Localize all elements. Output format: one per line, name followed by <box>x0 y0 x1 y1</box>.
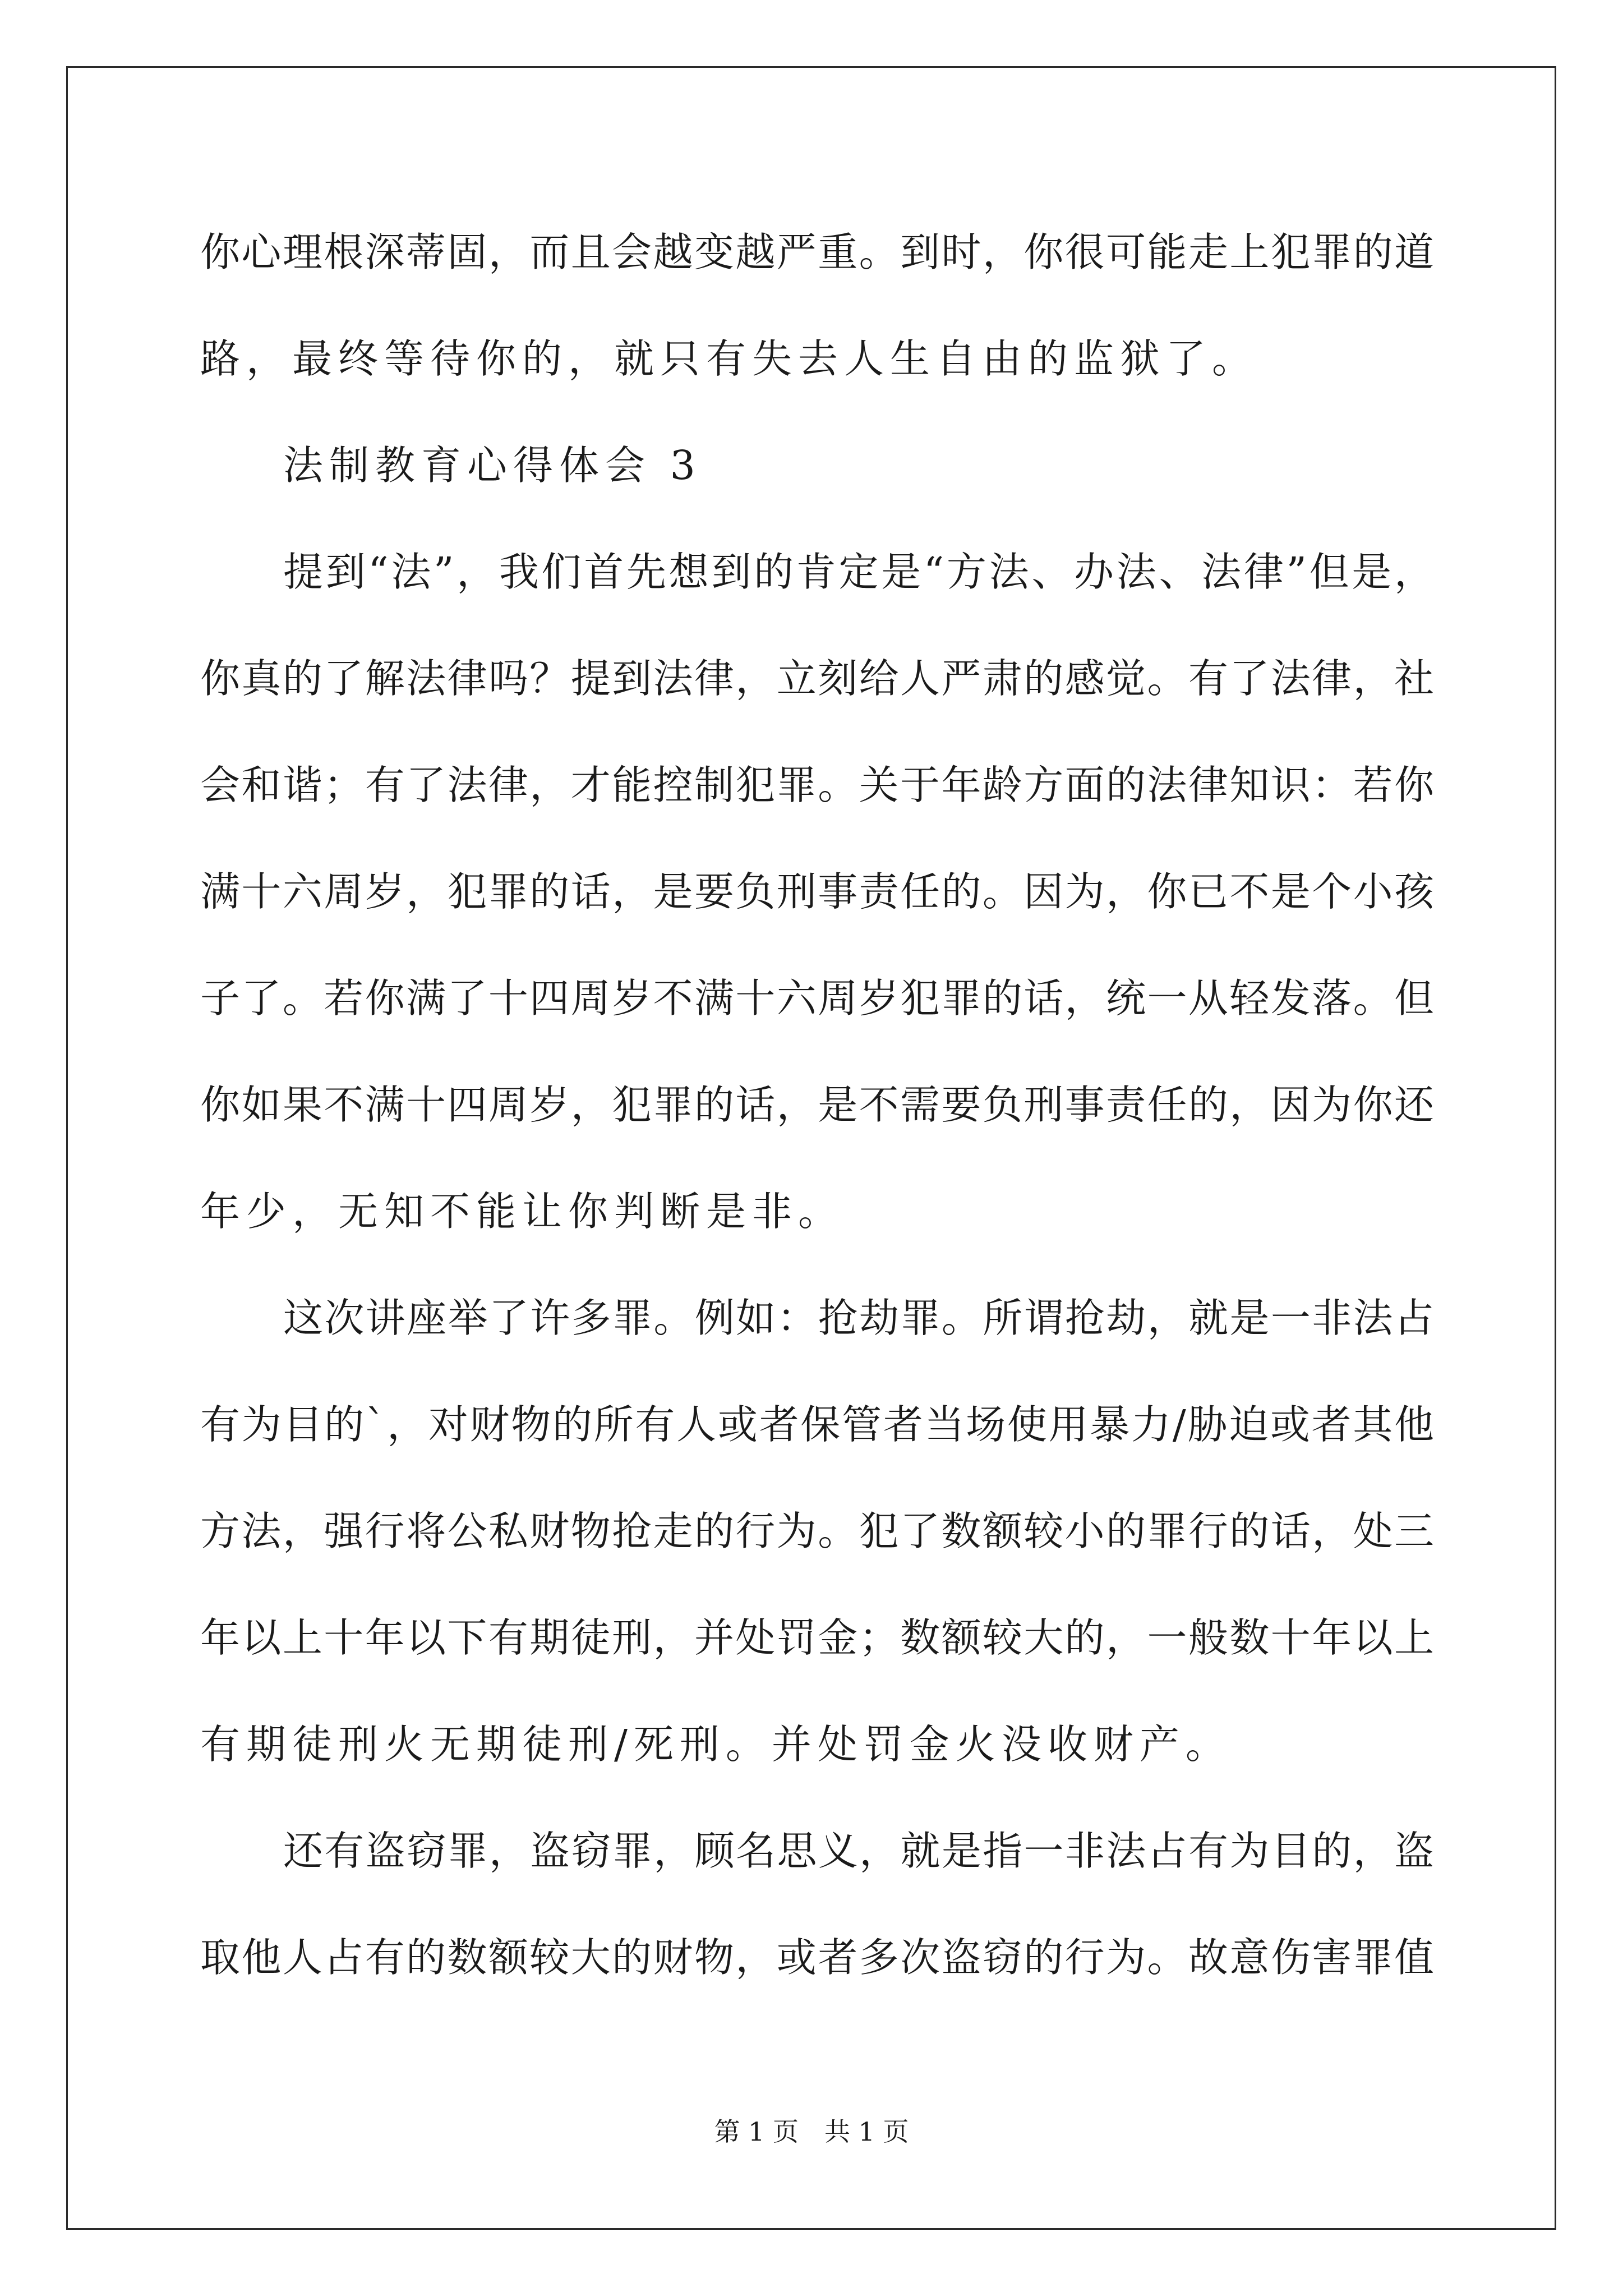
paragraph-line: 有为目的`，对财物的所有人或者保管者当场使用暴力/胁迫或者其他 <box>200 1401 1434 1448</box>
paragraph-line: 你心理根深蒂固，而且会越变越严重。到时，你很可能走上犯罪的道 <box>200 229 1434 275</box>
paragraph-line: 满十六周岁，犯罪的话，是要负刑事责任的。因为，你已不是个小孩 <box>200 868 1434 915</box>
page-border <box>66 66 1556 2230</box>
paragraph-line: 路，最终等待你的，就只有失去人生自由的监狱了。 <box>200 335 1258 382</box>
paragraph-line: 你真的了解法律吗？提到法律，立刻给人严肃的感觉。有了法律，社 <box>200 655 1434 702</box>
paragraph-line: 这次讲座举了许多罪。例如：抢劫罪。所谓抢劫，就是一非法占 <box>283 1295 1434 1341</box>
paragraph-line: 年以上十年以下有期徒刑，并处罚金；数额较大的，一般数十年以上 <box>200 1614 1434 1661</box>
paragraph-line: 子了。若你满了十四周岁不满十六周岁犯罪的话，统一从轻发落。但 <box>200 975 1434 1022</box>
page-number-footer: 第 1 页 共 1 页 <box>714 2116 909 2147</box>
paragraph-line: 还有盗窃罪，盗窃罪，顾名思义，就是指一非法占有为目的，盗 <box>283 1828 1434 1874</box>
section-heading: 法制教育心得体会 3 <box>283 442 702 489</box>
paragraph-line: 会和谐；有了法律，才能控制犯罪。关于年龄方面的法律知识：若你 <box>200 762 1434 808</box>
paragraph-line: 提到“法”，我们首先想到的肯定是“方法、办法、法律”但是， <box>283 549 1434 595</box>
paragraph-line: 有期徒刑火无期徒刑/死刑。并处罚金火没收财产。 <box>200 1721 1232 1768</box>
paragraph-line: 年少，无知不能让你判断是非。 <box>200 1188 845 1235</box>
paragraph-line: 你如果不满十四周岁，犯罪的话，是不需要负刑事责任的，因为你还 <box>200 1082 1434 1128</box>
paragraph-line: 方法，强行将公私财物抢走的行为。犯了数额较小的罪行的话，处三 <box>200 1508 1434 1554</box>
paragraph-line: 取他人占有的数额较大的财物，或者多次盗窃的行为。故意伤害罪值 <box>200 1934 1434 1981</box>
